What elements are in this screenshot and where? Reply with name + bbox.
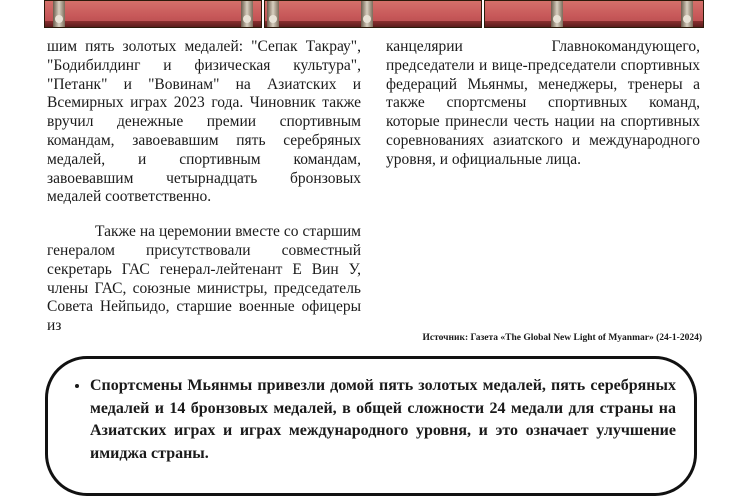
chair-post — [551, 1, 563, 27]
article-paragraph: Также на церемонии вместе со старшим генералом присутствовали совместный секретарь ГАС генерал-лейтенант Е Вин У, члены ГАС, союзные министры, председатель Совета Нейпьидо, старшие военные офицеры из — [47, 223, 361, 335]
chair-post — [681, 1, 693, 27]
summary-bullet: • Спортсмены Мьянмы привезли домой пять золотых медалей, пять серебряных медалей и 14 бронзовых медалей, в общей сложности 24 медали для страны на Азиатских играх и играх международного уровня, и это означает улучшение имиджа страны. — [90, 375, 676, 465]
ceremony-photo — [264, 0, 482, 28]
summary-box — [45, 356, 697, 496]
summary-list — [64, 375, 676, 465]
chair-post — [267, 1, 279, 27]
ceremony-photo — [44, 0, 262, 28]
article-paragraph: канцелярии Главнокомандующего, председатели и вице-председатели спортивных федераций Мьянмы, менеджеры, тренеры а также спортсмены спортивных команд, которые принесли честь нации на спортивных соревнованиях азиатского и международного уровня, и официальные лица. — [386, 38, 700, 168]
source-credit: Источник: Газета «The Global New Light of Myanmar» (24-1-2024) — [422, 333, 702, 343]
photo-strip — [44, 0, 704, 28]
chair-post — [241, 1, 253, 27]
chair-post — [53, 1, 65, 27]
ceremony-photo — [484, 0, 704, 28]
article-column-right — [386, 38, 700, 170]
article-column-left — [47, 38, 361, 336]
article-paragraph: шим пять золотых медалей: "Сепак Такрау", "Бодибилдинг и физическая культура", "Петанк" и "Вовинам" на Азиатских и Всемирных играх 2023 года. Чиновник также вручил денежные премии спортивным командам, завоевавшим пять серебряных медалей, и спортивным командам, завоевавшим четырнадцать бронзовых медалей соответственно. — [47, 38, 361, 206]
chair-post — [361, 1, 373, 27]
